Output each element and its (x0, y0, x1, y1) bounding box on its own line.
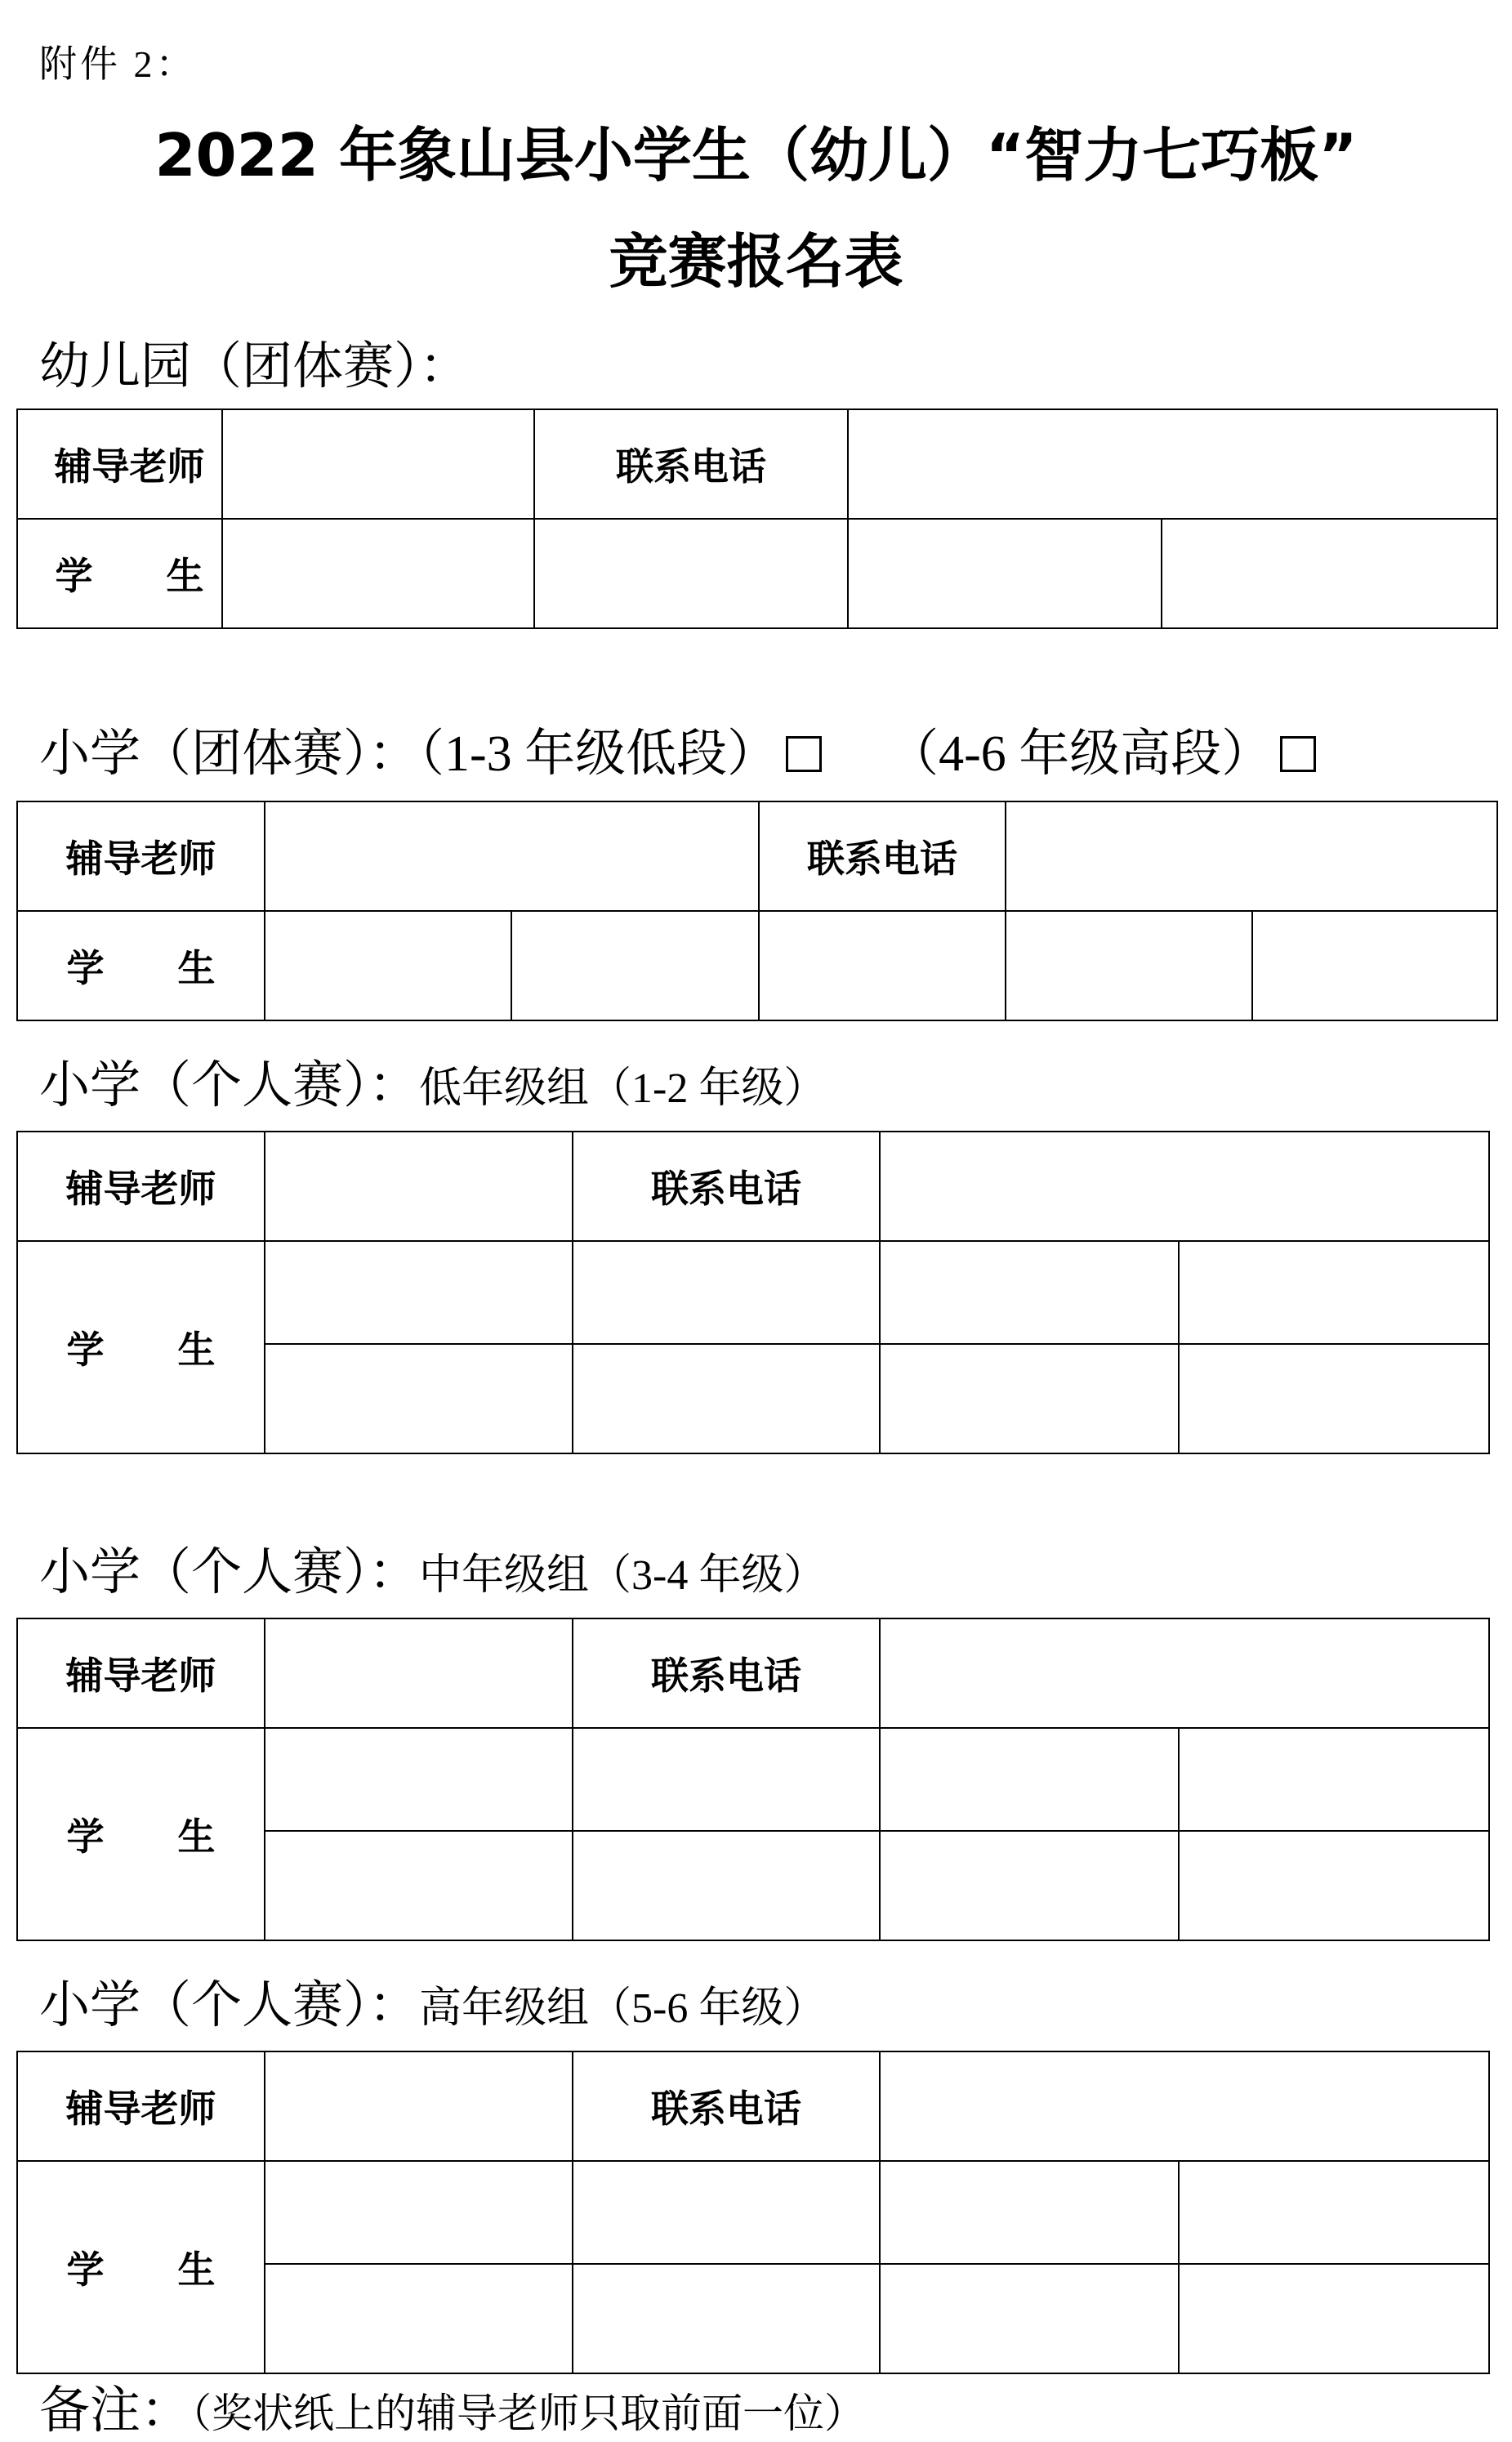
section-heading-text: 小学（个人赛）： (39, 1058, 420, 1114)
phone-field[interactable] (880, 2051, 1489, 2161)
student-field[interactable] (534, 519, 848, 628)
individual-low-table (16, 1131, 1490, 1454)
student-field[interactable] (848, 519, 1162, 628)
high-grade-label: （4-6 年级高段） (888, 726, 1273, 782)
student-field[interactable] (265, 2161, 573, 2264)
student-label: 学 生 (17, 1728, 265, 1940)
page-subtitle: 竞赛报名表 (609, 227, 903, 296)
teacher-field[interactable] (265, 1132, 573, 1241)
section-subheading: 中年级组（3-4 年级） (419, 1552, 827, 1599)
student-field[interactable] (1162, 519, 1497, 628)
high-grade-checkbox[interactable] (1280, 736, 1316, 772)
teacher-label: 辅导老师 (17, 1618, 265, 1728)
section-heading-text: 小学（团体赛）：（1-3 年级低段） (39, 726, 778, 782)
student-field[interactable] (573, 1241, 880, 1344)
section-heading-individual-mid (39, 1531, 826, 1604)
student-field[interactable] (573, 1344, 880, 1453)
student-field[interactable] (1179, 1344, 1489, 1453)
teacher-label: 辅导老师 (17, 2051, 265, 2161)
student-field[interactable] (880, 1241, 1179, 1344)
student-field[interactable] (573, 1728, 880, 1831)
page-title: 2022 年象山县小学生（幼儿）“智力七巧板” (154, 121, 1358, 190)
section-subheading: 高年级组（5-6 年级） (419, 1985, 827, 2032)
section-heading-text: 小学（个人赛）： (39, 1978, 420, 2034)
footnote-label: 备注： (39, 2383, 192, 2439)
section-heading-primary-team (39, 712, 1316, 785)
student-field[interactable] (1006, 911, 1252, 1020)
teacher-label: 辅导老师 (17, 1132, 265, 1241)
student-label: 学 生 (17, 519, 222, 628)
primary-team-table (16, 801, 1498, 1021)
section-heading-text: 幼儿园（团体赛）： (39, 339, 471, 395)
student-field[interactable] (1179, 2264, 1489, 2373)
low-grade-checkbox[interactable] (786, 736, 822, 772)
phone-label: 联系电话 (759, 801, 1006, 911)
student-field[interactable] (265, 2264, 573, 2373)
section-heading-individual-low (39, 1044, 826, 1117)
teacher-label: 辅导老师 (17, 409, 222, 519)
student-field[interactable] (880, 2264, 1179, 2373)
individual-high-table (16, 2051, 1490, 2374)
individual-mid-table (16, 1618, 1490, 1941)
phone-label: 联系电话 (573, 1618, 880, 1728)
student-label: 学 生 (17, 1241, 265, 1453)
footnote (39, 2369, 865, 2442)
student-field[interactable] (265, 1344, 573, 1453)
phone-field[interactable] (880, 1132, 1489, 1241)
student-field[interactable] (1179, 2161, 1489, 2264)
student-field[interactable] (265, 1831, 573, 1940)
student-field[interactable] (880, 1831, 1179, 1940)
student-field[interactable] (880, 1728, 1179, 1831)
student-field[interactable] (265, 1728, 573, 1831)
student-field[interactable] (265, 911, 511, 1020)
section-heading-text: 小学（个人赛）： (39, 1545, 420, 1600)
student-field[interactable] (573, 2264, 880, 2373)
section-heading-individual-high (39, 1964, 826, 2037)
phone-field[interactable] (880, 1618, 1489, 1728)
teacher-field[interactable] (265, 801, 759, 911)
student-field[interactable] (1179, 1728, 1489, 1831)
phone-label: 联系电话 (534, 409, 848, 519)
attachment-label: 附件 2： (39, 43, 197, 85)
student-field[interactable] (1179, 1831, 1489, 1940)
student-field[interactable] (573, 1831, 880, 1940)
student-field[interactable] (1179, 1241, 1489, 1344)
phone-label: 联系电话 (573, 1132, 880, 1241)
student-field[interactable] (511, 911, 759, 1020)
student-label: 学 生 (17, 2161, 265, 2373)
student-field[interactable] (222, 519, 534, 628)
student-field[interactable] (880, 1344, 1179, 1453)
phone-label: 联系电话 (573, 2051, 880, 2161)
student-field[interactable] (265, 1241, 573, 1344)
student-field[interactable] (573, 2161, 880, 2264)
section-heading-kindergarten (39, 325, 470, 398)
student-field[interactable] (759, 911, 1006, 1020)
student-field[interactable] (1252, 911, 1497, 1020)
teacher-field[interactable] (222, 409, 534, 519)
phone-field[interactable] (848, 409, 1497, 519)
student-field[interactable] (880, 2161, 1179, 2264)
section-subheading: 低年级组（1-2 年级） (419, 1065, 827, 1112)
teacher-label: 辅导老师 (17, 801, 265, 911)
kindergarten-team-table (16, 408, 1498, 629)
teacher-field[interactable] (265, 1618, 573, 1728)
footnote-text: （奖状纸上的辅导老师只取前面一位） (191, 2391, 866, 2436)
teacher-field[interactable] (265, 2051, 573, 2161)
phone-field[interactable] (1006, 801, 1497, 911)
student-label: 学 生 (17, 911, 265, 1020)
